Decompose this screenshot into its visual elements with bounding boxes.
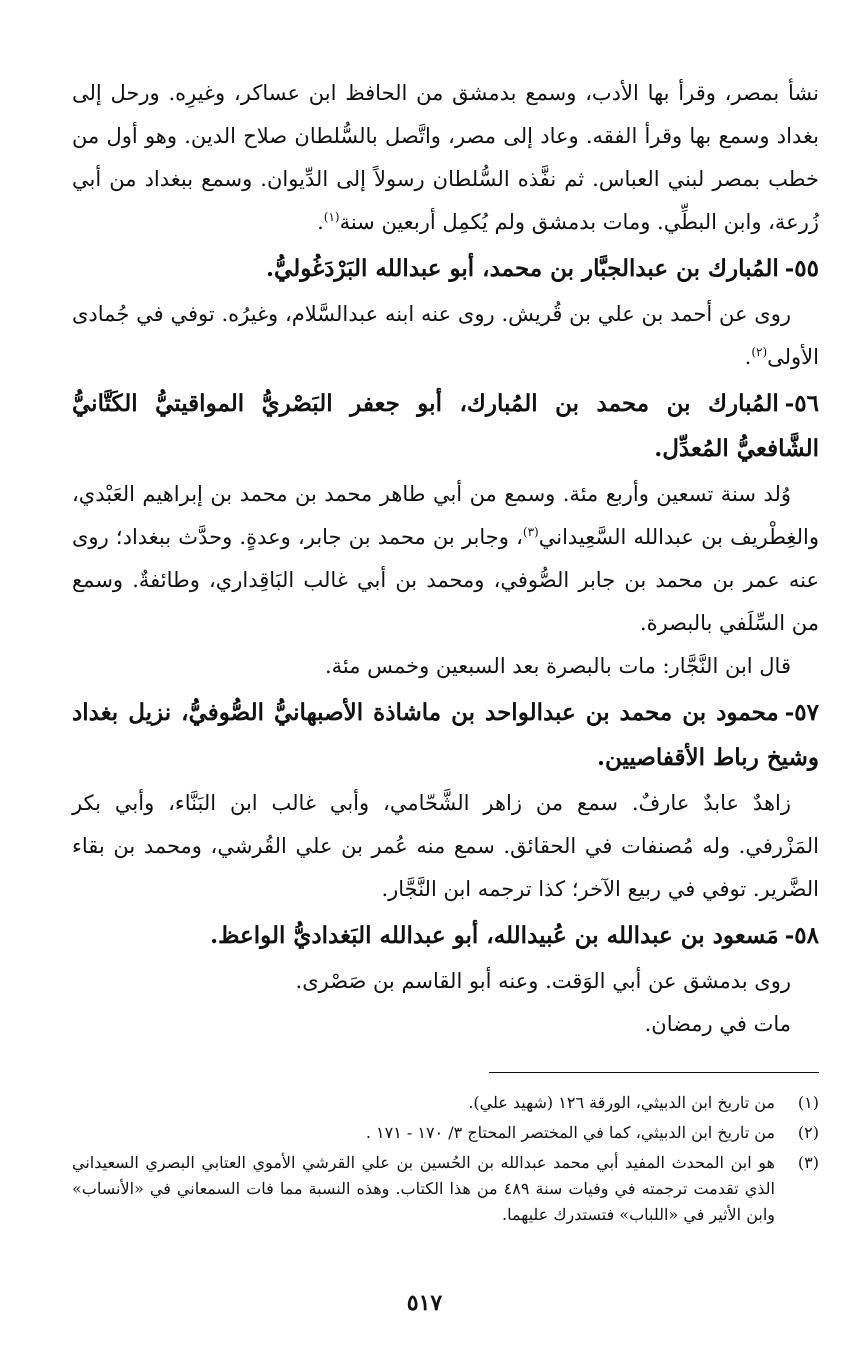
entry-number: ٥٧- bbox=[784, 699, 819, 726]
entry-title: محمود بن محمد بن عبدالواحد بن ماشاذة الأصبهانيُّ الصُّوفيُّ، نزيل بغداد وشيخ رباط الأقفاصيين. bbox=[72, 699, 819, 771]
footnote-text: من تاريخ ابن الدبيثي، كما في المختصر المحتاج ٣/ ١٧٠ - ١٧١ . bbox=[365, 1123, 775, 1142]
entry-58-text: روى بدمشق عن أبي الوَقت. وعنه أبو القاسم بن صَصْرى. bbox=[295, 969, 791, 993]
footnote-ref-1[interactable]: (١) bbox=[323, 210, 340, 224]
footnote-mark: (١) bbox=[797, 1093, 819, 1112]
main-text bbox=[72, 72, 819, 1046]
footnote-text: من تاريخ ابن الدبيثي، الورقة ١٢٦ (شهيد علي). bbox=[468, 1093, 775, 1112]
entry-title: مَسعود بن عبدالله بن عُبيدالله، أبو عبدالله البَغداديُّ الواعظ. bbox=[210, 922, 779, 949]
paragraph-continuation: نشأ بمصر، وقرأ بها الأدب، وسمع بدمشق من الحافظ ابن عساكر، وغيرِه. ورحل إلى بغداد وسمع بها وقرأ الفقه. وعاد إلى مصر، واتَّصل بالسُّلطان صلاح الدين. وهو أول من خطب بمصر لبني العباس. ثم نفَّذه السُّلطان رسولاً إلى الدِّيوان. وسمع ببغداد من أبي زُرعة، وابن البطِّي. ومات بدمشق ولم يُكمِل أربعين سنة$^{(١)}$. bbox=[72, 81, 819, 234]
footnote-text: هو ابن المحدث المفيد أبي محمد عبدالله بن الحُسين بن علي القرشي الأموي العتابي البصري السعيداني الذي تقدمت ترجمته في وفيات سنة ٤٨٩ من هذا الكتاب. وهذه النسبة مما فات السمعاني في «الأنساب» وابن الأثير في «اللباب» فتستدرك عليهما. bbox=[72, 1153, 775, 1224]
footnotes bbox=[72, 1090, 819, 1232]
entry-title: المُبارك بن عبدالجبَّار بن محمد، أبو عبدالله البَرْدَغُوليُّ. bbox=[266, 255, 779, 282]
footnote-ref-2[interactable]: (٢) bbox=[751, 345, 768, 359]
entry-56-text: وُلد سنة تسعين وأربع مئة. وسمع من أبي طاهر محمد بن محمد بن إبراهيم العَبْدي، والغِطْريف بن عبدالله السَّعِيداني$^{(٣)}$، وجابر بن محمد بن جابر، وعدةٍ. وحدَّث ببغداد؛ روى عنه عمر بن محمد بن جابر الصُّوفي، ومحمد بن أبي غالب البَاقِداري، وطائفةٌ. وسمع من السِّلَفي بالبصرة. bbox=[72, 482, 820, 635]
entry-heading-58 bbox=[72, 913, 819, 958]
entry-number: ٥٦- bbox=[784, 390, 819, 417]
footnote-1 bbox=[72, 1090, 819, 1116]
entry-55-text: روى عن أحمد بن علي بن قُريش. روى عنه ابنه عبدالسَّلام، وغيرُه. توفي في جُمادى الأولى$^{(٢)}$. bbox=[72, 302, 819, 369]
page-number: ٥١٧ bbox=[406, 1290, 443, 1316]
entry-title: المُبارك بن محمد بن المُبارك، أبو جعفر البَصْريُّ المواقيتيُّ الكَتَّانيُّ الشَّافعيُّ المُعدِّل. bbox=[72, 390, 819, 462]
entry-number: ٥٥- bbox=[784, 255, 819, 282]
footnote-mark: (٢) bbox=[797, 1123, 819, 1142]
entry-heading-57 bbox=[72, 690, 819, 780]
footnote-2 bbox=[72, 1120, 819, 1146]
footnote-3 bbox=[72, 1150, 819, 1228]
footnote-divider bbox=[489, 1072, 819, 1073]
entry-57-text: زاهدٌ عابدٌ عارفٌ. سمع من زاهر الشَّحّامي، وأبي غالب ابن البَنَّاء، وأبي بكر المَزْرفي. وله مُصنفات في الحقائق. سمع منه عُمر بن علي القُرشي، ومحمد بن بقاء الضَّرير. توفي في ربيع الآخر؛ كذا ترجمه ابن النَّجَّار. bbox=[72, 791, 819, 901]
footnote-mark: (٣) bbox=[797, 1153, 819, 1172]
entry-number: ٥٨- bbox=[784, 922, 819, 949]
entry-58-death-note: مات في رمضان. bbox=[644, 1012, 791, 1036]
entry-56-death-note: قال ابن النَّجَّار: مات بالبصرة بعد السبعين وخمس مئة. bbox=[324, 654, 791, 678]
footnote-ref-3[interactable]: (٣) bbox=[522, 525, 539, 539]
entry-heading-56 bbox=[72, 381, 819, 471]
entry-heading-55 bbox=[72, 246, 819, 291]
